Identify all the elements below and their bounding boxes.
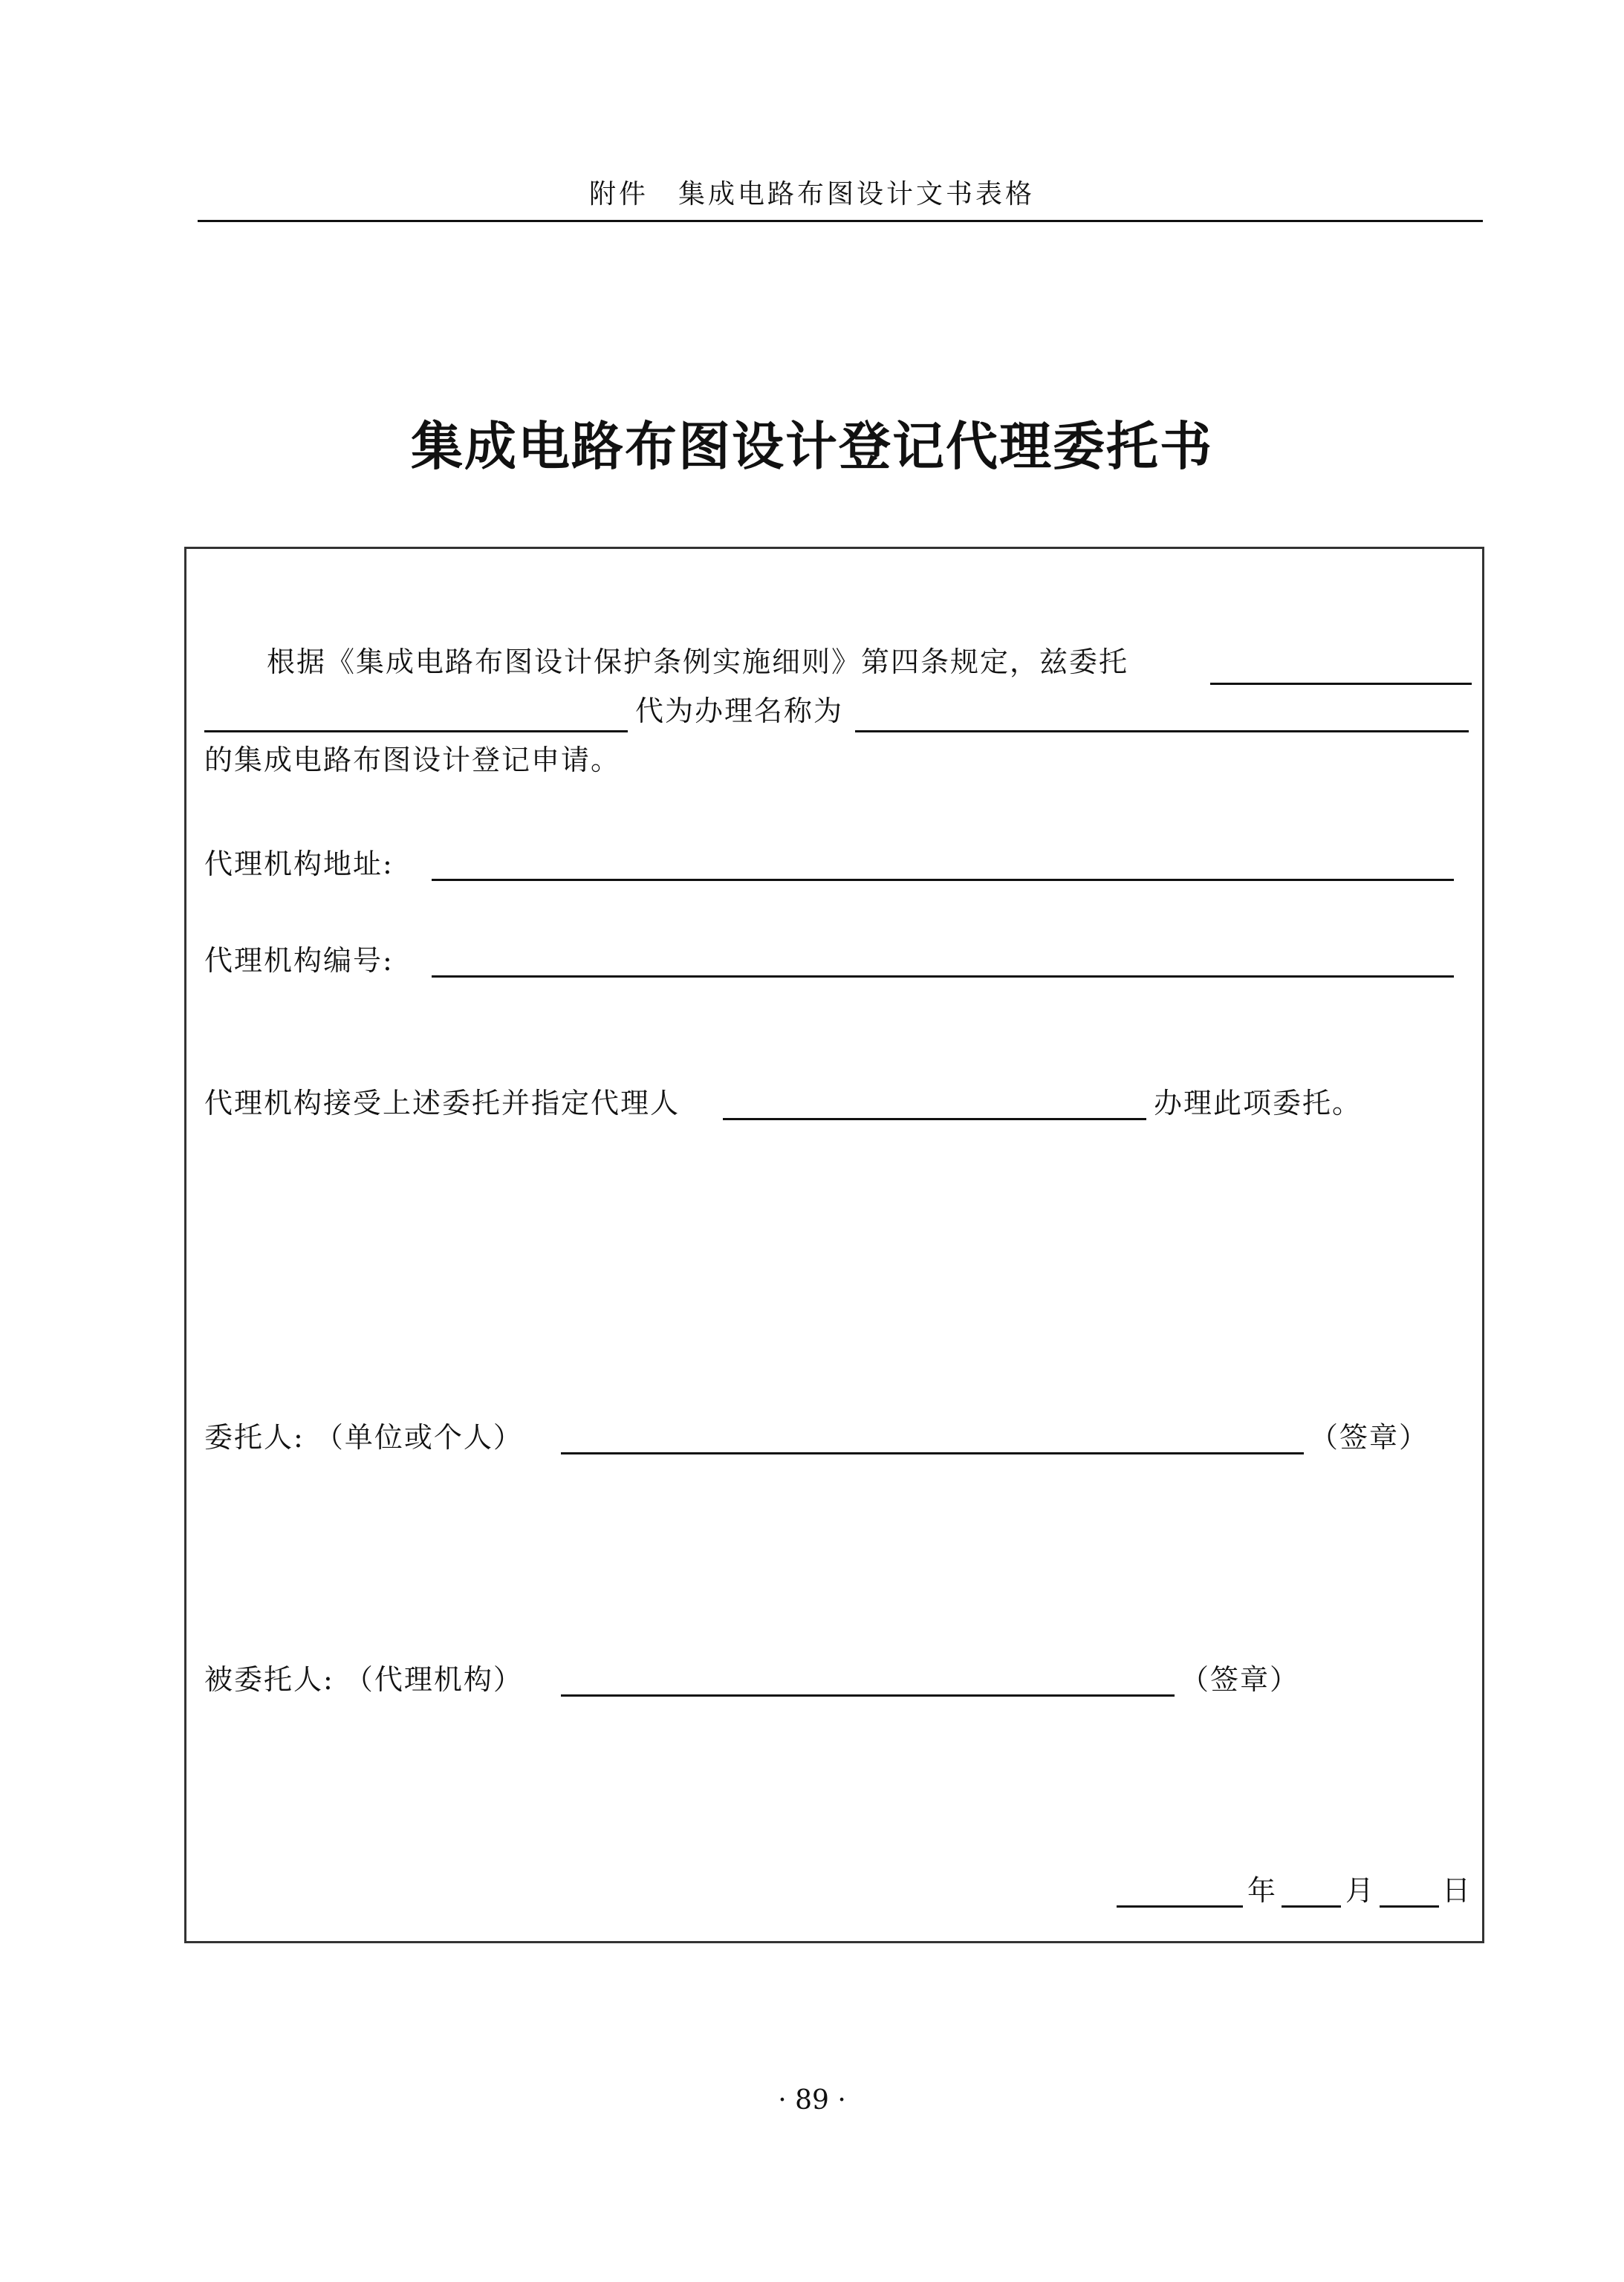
year-label: 年 [1247, 1874, 1278, 1907]
running-header: 附件 集成电路布图设计文书表格 [588, 179, 1035, 209]
agency-number-blank[interactable] [432, 975, 1454, 978]
principal-name-blank-1[interactable] [1210, 683, 1472, 685]
header-rule [198, 220, 1483, 222]
agent-signature-blank[interactable] [561, 1694, 1175, 1697]
day-label: 日 [1442, 1874, 1472, 1907]
day-blank[interactable] [1380, 1905, 1439, 1908]
paragraph-line-3: 的集成电路布图设计登记申请。 [204, 744, 621, 776]
paragraph-line-1-text: 根据《集成电路布图设计保护条例实施细则》第四条规定，兹委托 [267, 646, 1129, 678]
page-title: 集成电路布图设计登记代理委托书 [411, 415, 1213, 477]
design-name-blank[interactable] [855, 730, 1469, 732]
principal-signature-blank[interactable] [561, 1452, 1304, 1454]
page-number: · 89 · [778, 2085, 846, 2116]
month-blank[interactable] [1282, 1905, 1341, 1908]
designated-agent-blank[interactable] [723, 1118, 1146, 1120]
accept-suffix: 办理此项委托。 [1154, 1087, 1362, 1119]
agency-address-blank[interactable] [432, 879, 1454, 881]
paragraph-line-2 [635, 693, 843, 729]
principal-label: 委托人: （单位或个人） [204, 1421, 523, 1454]
year-blank[interactable] [1117, 1905, 1243, 1908]
paragraph-line-2-text: 代为办理名称为 [635, 695, 844, 727]
paragraph-line-1 [267, 644, 1128, 680]
agency-address-label: 代理机构地址: [204, 848, 394, 880]
accept-prefix: 代理机构接受上述委托并指定代理人 [204, 1087, 681, 1119]
agency-number-label: 代理机构编号: [204, 944, 394, 977]
agent-label: 被委托人: （代理机构） [204, 1663, 523, 1696]
principal-name-blank-2[interactable] [204, 730, 628, 732]
principal-seal: （签章） [1310, 1421, 1429, 1454]
month-label: 月 [1345, 1874, 1376, 1907]
agent-seal: （签章） [1180, 1663, 1300, 1696]
form-box [184, 547, 1484, 1943]
